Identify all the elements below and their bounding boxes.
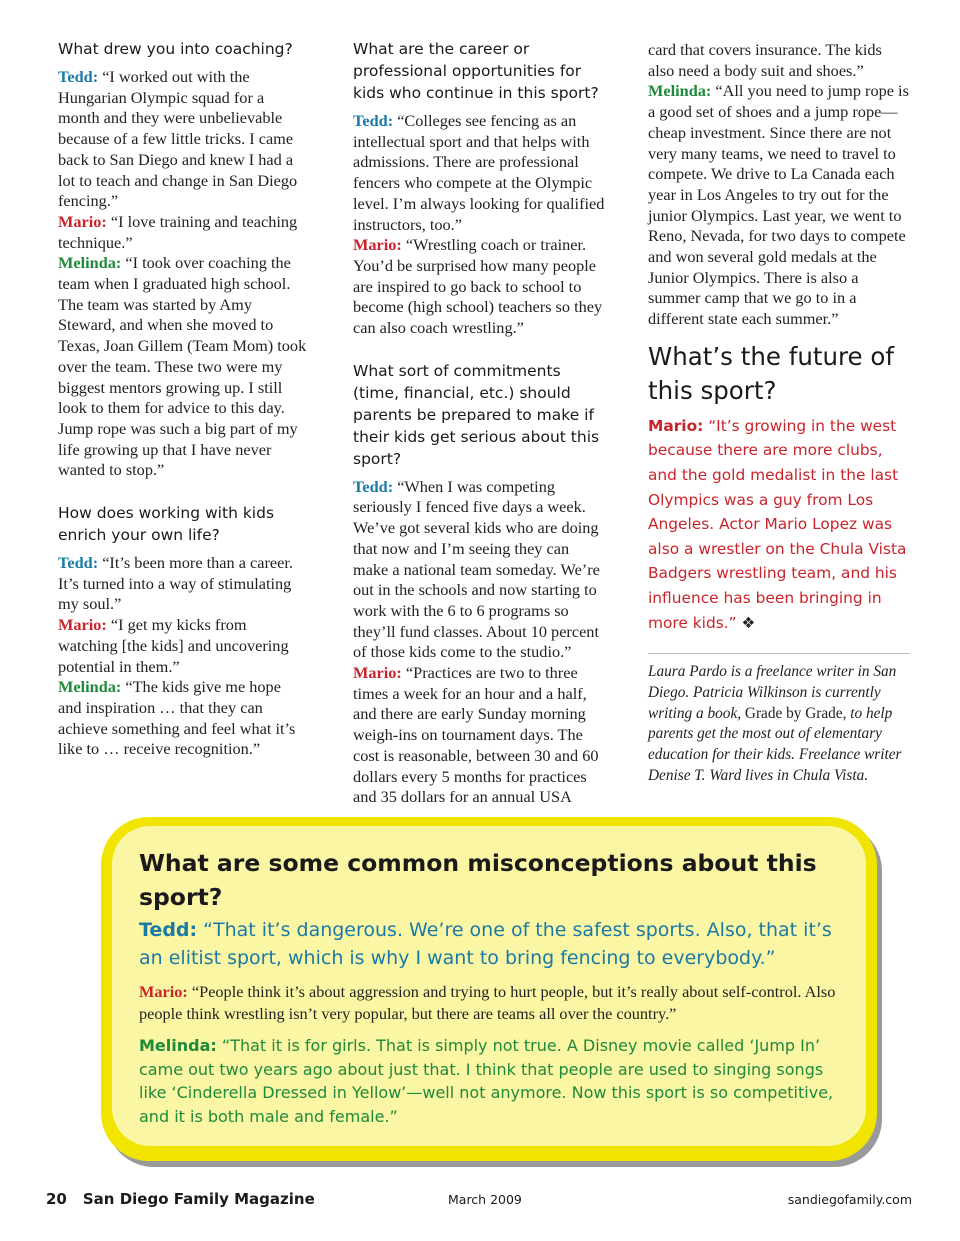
callout-mario: Mario: “People think it’s about aggression and trying to hurt people, but it’s really about self-control. Also people think wrestling isn’t very popular, but there are teams all over the country.”	[139, 982, 836, 1023]
callout-melinda: Melinda: “That it is for girls. That is simply not true. A Disney movie called ‘Jump In’ came out two years ago about just that. I think that people are used to singing songs like ‘Cinderella Dressed in Yellow’—well not anymore. Now this sport is so competitive, and it is both male and female.”	[139, 1036, 834, 1126]
answer-melinda: Melinda: “All you need to jump rope is a good set of shoes and a jump rope—cheap investment. Since there are not very many teams, we need to travel to compete. We drive to La Canada each year in Los Angeles to try out for the junior Olympics. Last year, we went to Reno, Nevada, for two days to compete and won several gold medals at the Junior Olympics. There is also a summer camp that we go to in a different state each summer.”	[648, 81, 909, 329]
author-bio: Laura Pardo is a freelance writer in San Diego. Patricia Wilkinson is currently writing a book, Grade by Grade, to help parents get the most out of elementary education for their kids. Freelance writer Denise T. Ward lives in Chula Vista.	[648, 653, 910, 786]
answer-mario: Mario: “Practices are two to three times a week for an hour and a half, and there are early Sunday morning weigh-ins on tournament days. The cost is reasonable, between 30 and 60 dollars every 5 months for practices and 35 dollars for an annual USA	[353, 663, 599, 807]
page-number: 20	[46, 1190, 67, 1208]
footer-date: March 2009	[448, 1192, 522, 1207]
answer-melinda: Melinda: “The kids give me hope and inspiration … that they can achieve something and feel what it’s like to … receive recognition.”	[58, 677, 296, 759]
magazine-name: San Diego Family Magazine	[82, 1190, 315, 1208]
end-mark-icon: ❖	[741, 613, 756, 632]
answer-tedd: Tedd: “It’s been more than a career. It’s turned into a way of stimulating my soul.”	[58, 553, 293, 614]
footer-left	[46, 1190, 315, 1208]
answer-melinda: Melinda: “I took over coaching the team when I graduated high school. The team was started by Amy Steward, and when she moved to Texas, Joan Gillem (Team Mom) took over the team. These two were my biggest mentors growing up. I still look to them for advice to this day. Jump rope was such a big part of my life growing up that I have never wanted to stop.”	[58, 253, 307, 480]
callout-heading: What are some common misconceptions about this sport?	[139, 849, 817, 911]
answer-tedd: Tedd: “When I was competing seriously I fenced five days a week. We’ve got several kids who are doing that now and I’m seeing they can make a national team someday. We’re out in the schools and now starting to work with the 6 to 6 programs so they’ll fund classes. About 10 percent of those kids come to the studio.”	[353, 476, 600, 662]
answer-mario: Mario: “I love training and teaching technique.”	[58, 211, 298, 252]
column-3	[648, 40, 910, 786]
answer-mario: Mario: “I get my kicks from watching [the kids] and uncovering potential in them.”	[58, 615, 289, 676]
question-commitments: What sort of commitments (time, financial, etc.) should parents be prepared to make if their kids get serious about this sport?	[353, 361, 600, 468]
column-1	[58, 38, 308, 760]
question-coaching: What drew you into coaching?	[58, 40, 293, 58]
question-enrich: How does working with kids enrich your own life?	[58, 504, 275, 545]
answer-tedd: Tedd: “I worked out with the Hungarian Olympic squad for a month and they were unbelievable because of a few little tricks. I came back to San Diego and knew I had a lot to teach and change in San Diego fencing.”	[58, 67, 298, 211]
callout-content	[139, 846, 839, 1128]
continued-text: card that covers insurance. The kids also need a body suit and shoes.”	[648, 40, 882, 80]
column-2	[353, 38, 605, 808]
future-answer-mario: Mario: “It’s growing in the west because there are more clubs, and the gold medalist in the last Olympics was a guy from Los Angeles. Actor Mario Lopez was also a wrestler on the Chula Vista Badgers wrestling team, and his influence has been bringing in more kids.” ❖	[648, 416, 907, 632]
future-heading: What’s the future of this sport?	[648, 341, 895, 405]
footer-website: sandiegofamily.com	[787, 1192, 912, 1207]
answer-tedd: Tedd: “Colleges see fencing as an intellectual sport and that helps with admissions. There are professional fencers who compete at the Olympic level. I’m always looking for qualified instructors, too.”	[353, 111, 605, 234]
callout-tedd: Tedd: “That it’s dangerous. We’re one of the safest sports. Also, that it’s an elitist sport, which is why I want to bring fencing to everybody.”	[139, 919, 832, 969]
book-title: Grade by Grade,	[744, 704, 847, 722]
question-career: What are the career or professional opportunities for kids who continue in this sport?	[353, 40, 599, 102]
answer-mario: Mario: “Wrestling coach or trainer. You’d be surprised how many people are inspired to go back to school to become (high school) teachers so they can also coach wrestling.”	[353, 235, 603, 338]
